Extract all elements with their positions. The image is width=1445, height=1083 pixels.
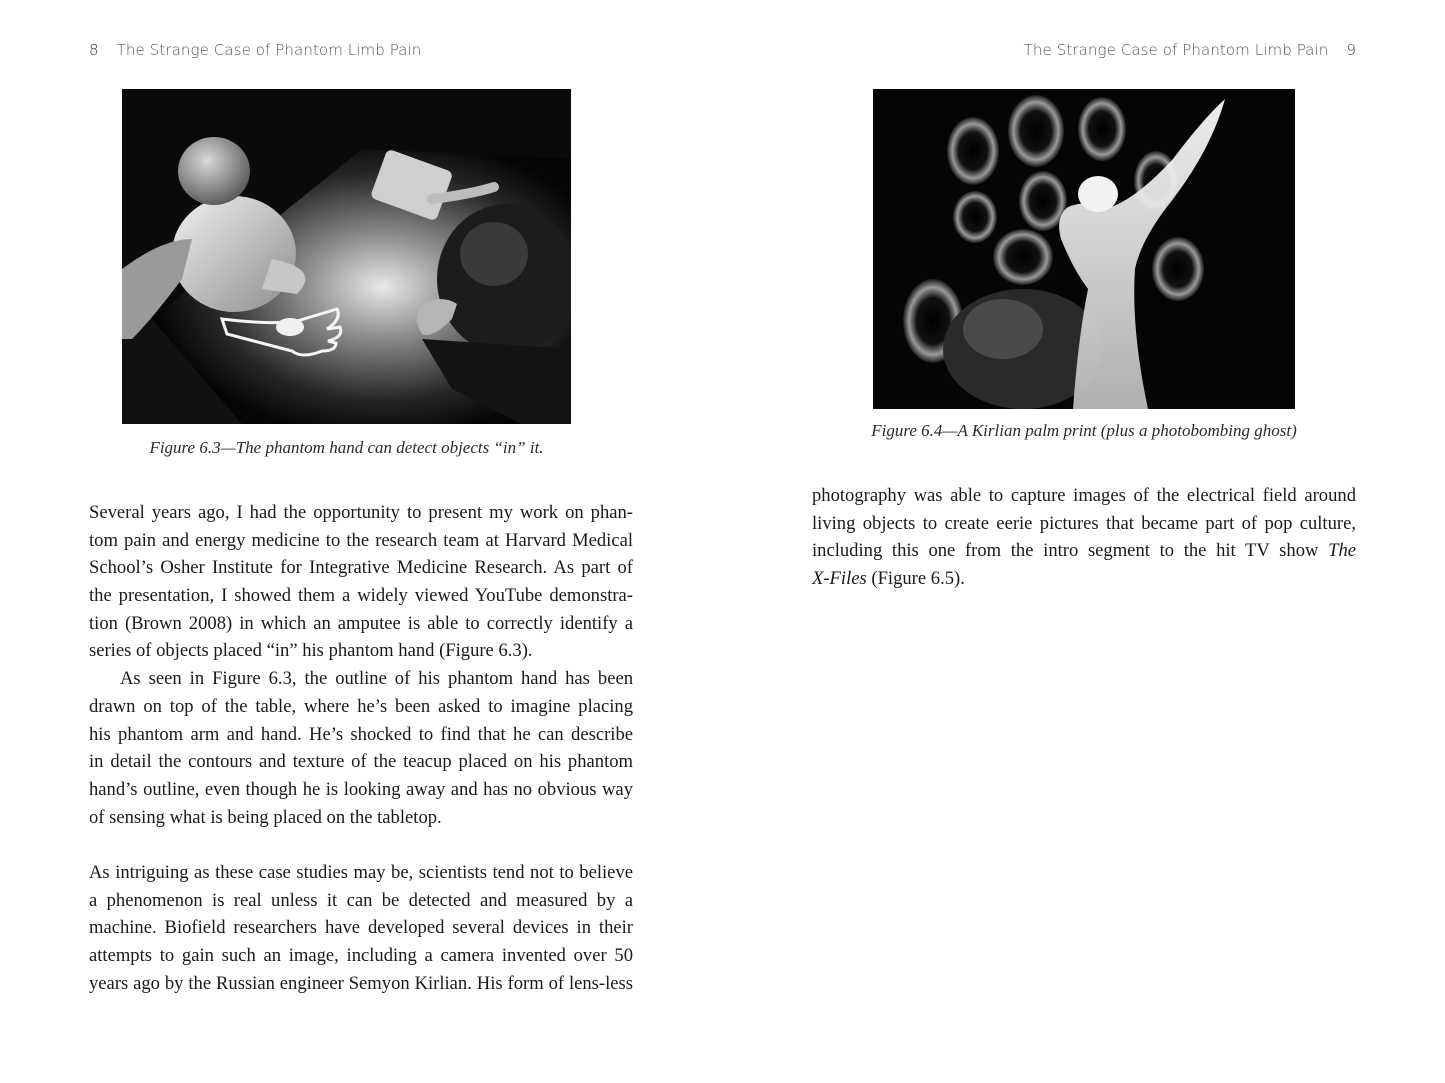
text-line: hand’s outline, even though he is looking away and has no obvious way xyxy=(89,778,633,800)
text-line: tom pain and energy medicine to the research team at Harvard Medical xyxy=(89,529,633,551)
text-line: a phenomenon is real unless it can be detected and measured by a xyxy=(89,889,633,911)
left-page-number: 8 xyxy=(89,41,99,59)
text-line: Several years ago, I had the opportunity to present my work on phan- xyxy=(89,502,633,523)
figure-6-3-photo xyxy=(122,89,571,424)
figure-6-4-photo xyxy=(873,89,1295,409)
left-page xyxy=(0,0,722,1083)
text-line xyxy=(812,537,1356,565)
text-line: attempts to gain such an image, including a camera invented over 50 xyxy=(89,945,633,966)
right-running-head xyxy=(1024,41,1356,59)
text-line: As seen in Figure 6.3, the outline of his phantom hand has been xyxy=(120,668,633,690)
text-line: School’s Osher Institute for Integrative Medicine Research. As part of xyxy=(89,557,633,579)
paragraph-2 xyxy=(89,665,633,831)
text-line: in detail the contours and texture of the teacup placed on his phantom xyxy=(89,751,633,773)
left-body-text xyxy=(89,499,633,997)
text-line: living objects to create eerie pictures that became part of pop culture, xyxy=(812,512,1356,534)
text-line: series of objects placed “in” his phantom hand (Figure 6.3). xyxy=(89,640,533,662)
text-line: his phantom arm and hand. He’s shocked to find that he can describe xyxy=(89,723,633,745)
italic-show-title: X-Files xyxy=(812,568,867,590)
text-line: of sensing what is being placed on the tabletop. xyxy=(89,806,442,828)
text-line xyxy=(812,565,1356,593)
text-line: machine. Biofield researchers have developed several devices in their xyxy=(89,917,633,939)
right-page-number: 9 xyxy=(1346,41,1356,59)
text-line: tion (Brown 2008) in which an amputee is able to correctly identify a xyxy=(89,612,633,634)
section-break xyxy=(89,831,633,859)
text-line-segment: (Figure 6.5). xyxy=(866,568,965,590)
right-running-title: The Strange Case of Phantom Limb Pain xyxy=(1023,41,1329,59)
text-line: drawn on top of the table, where he’s been asked to imagine placing xyxy=(89,695,633,717)
right-body-text xyxy=(812,482,1356,593)
phantom-hand-photo xyxy=(122,89,571,424)
figure-6-4-caption: Figure 6.4—A Kirlian palm print (plus a photobombing ghost) xyxy=(871,421,1297,440)
text-line: As intriguing as these case studies may be, scientists tend not to believe xyxy=(89,861,633,883)
right-page xyxy=(722,0,1445,1083)
kirlian-palm-photo xyxy=(873,89,1295,409)
text-line: the presentation, I showed them a widely viewed YouTube demonstra- xyxy=(89,585,633,607)
italic-show-title: The xyxy=(1328,540,1356,562)
text-line: years ago by the Russian engineer Semyon Kirlian. His form of lens-less xyxy=(89,972,633,994)
left-running-title: The Strange Case of Phantom Limb Pain xyxy=(116,41,422,59)
text-line: photography was able to capture images of the electrical field around xyxy=(812,485,1356,506)
text-line-segment: including this one from the intro segment to the hit TV show xyxy=(812,540,1319,562)
figure-6-3-caption: Figure 6.3—The phantom hand can detect objects “in” it. xyxy=(149,438,544,457)
paragraph-1 xyxy=(89,499,633,665)
left-running-head xyxy=(89,41,421,59)
paragraph-3 xyxy=(89,859,633,997)
